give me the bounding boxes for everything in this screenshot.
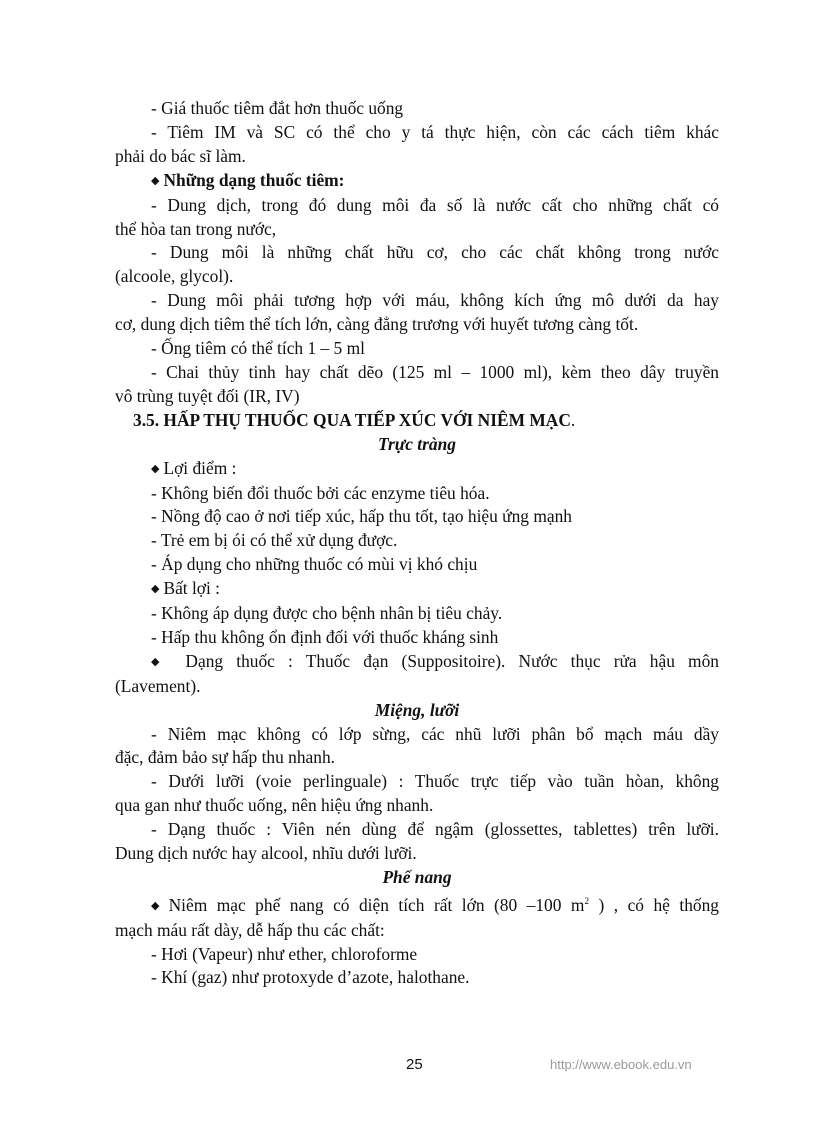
diamond-bullet-icon: ◆: [151, 174, 160, 187]
injection-p4: - Ống tiêm có thể tích 1 – 5 ml: [151, 338, 365, 359]
oral-p3a: - Dạng thuốc : Viên nén dùng để ngậm (glossettes, tablettes) trên lưỡi.: [151, 819, 719, 840]
alveoli-heading: Phế nang: [382, 867, 452, 887]
page-content: [115, 97, 719, 990]
oral-p2b: qua gan như thuốc uống, nên hiệu ứng nhanh.: [115, 795, 434, 816]
rectal-dis-2: - Hấp thu không ổn định đối với thuốc kháng sinh: [151, 626, 499, 647]
alveoli-p3: - Khí (gaz) như protoxyde d’azote, halothane.: [151, 967, 470, 988]
rectal-form-b: (Lavement).: [115, 675, 201, 696]
diamond-bullet-icon: ◆: [151, 655, 169, 668]
injection-p1b: thể hòa tan trong nước,: [115, 218, 277, 239]
oral-p1a: - Niêm mạc không có lớp sừng, các nhũ lưỡi phân bổ mạch máu dầy: [151, 723, 719, 744]
rectal-dis-1: - Không áp dụng được cho bệnh nhân bị tiêu chảy.: [151, 603, 503, 624]
injection-p5a: - Chai thủy tinh hay chất dẽo (125 ml – 1000 ml), kèm theo dây truyền: [151, 361, 719, 382]
rectal-adv-1: - Không biến đổi thuốc bởi các enzyme tiêu hóa.: [151, 482, 490, 503]
injection-p2a: - Dung môi là những chất hữu cơ, cho các chất không trong nước: [151, 242, 719, 263]
intro-line-1: - Giá thuốc tiêm đắt hơn thuốc uống: [151, 98, 404, 118]
diamond-bullet-icon: ◆: [151, 899, 165, 912]
alveoli-p1b: mạch máu rất dày, dễ hấp thu các chất:: [115, 919, 385, 940]
injection-p1a: - Dung dịch, trong đó dung môi đa số là nước cất cho những chất có: [151, 194, 719, 215]
injection-p3b: cơ, dung dịch tiêm thể tích lớn, càng đẳng trương với huyết tương càng tốt.: [115, 314, 639, 335]
alveoli-p2: - Hơi (Vapeur) như ether, chloroforme: [151, 943, 418, 964]
page-number: 25: [406, 1056, 423, 1073]
alveoli-p1a: ◆ Niêm mạc phế nang có diện tích rất lớn (80 –100 $m^2$ ) , có hệ thống: [151, 894, 719, 915]
diamond-bullet-icon: ◆: [151, 583, 160, 596]
oral-heading: Miệng, lưỡi: [374, 699, 460, 720]
diamond-bullet-icon: ◆: [151, 462, 160, 475]
rectal-adv-4: - Áp dụng cho những thuốc có mùi vị khó chịu: [151, 554, 478, 575]
injection-p3a: - Dung môi phải tương hợp với máu, không kích ứng mô dưới da hay: [151, 290, 719, 311]
injection-p5b: vô trùng tuyệt đối (IR, IV): [115, 385, 300, 406]
rectal-dis-label: ◆ Bất lợi :: [151, 578, 221, 599]
intro-line-2a: - Tiêm IM và SC có thể cho y tá thực hiện, còn các cách tiêm khác: [151, 121, 719, 142]
oral-p1b: đặc, đảm bảo sự hấp thu nhanh.: [115, 747, 335, 768]
intro-line-2b: phải do bác sĩ làm.: [115, 145, 246, 166]
oral-p2a: - Dưới lưỡi (voie perlinguale) : Thuốc trực tiếp vào tuần hòan, không: [151, 771, 719, 792]
rectal-heading: Trực tràng: [378, 433, 456, 454]
injection-p2b: (alcoole, glycol).: [115, 266, 234, 287]
rectal-form-a: ◆ Dạng thuốc : Thuốc đạn (Suppositoire). Nước thục rửa hậu môn: [151, 650, 719, 671]
rectal-adv-3: - Trẻ em bị ói có thể xử dụng được.: [151, 530, 398, 551]
footer-url: http://www.ebook.edu.vn: [550, 1057, 692, 1072]
rectal-adv-2: - Nồng độ cao ở nơi tiếp xúc, hấp thu tốt, tạo hiệu ứng mạnh: [151, 506, 572, 527]
oral-p3b: Dung dịch nước hay alcool, nhĩu dưới lưỡi.: [115, 843, 417, 864]
injection-forms-heading: ◆ Những dạng thuốc tiêm:: [151, 169, 345, 190]
rectal-adv-label: ◆ Lợi điểm :: [151, 457, 237, 478]
section-title: 3.5. HẤP THỤ THUỐC QUA TIẾP XÚC VỚI NIÊM MẠC.: [133, 409, 576, 430]
